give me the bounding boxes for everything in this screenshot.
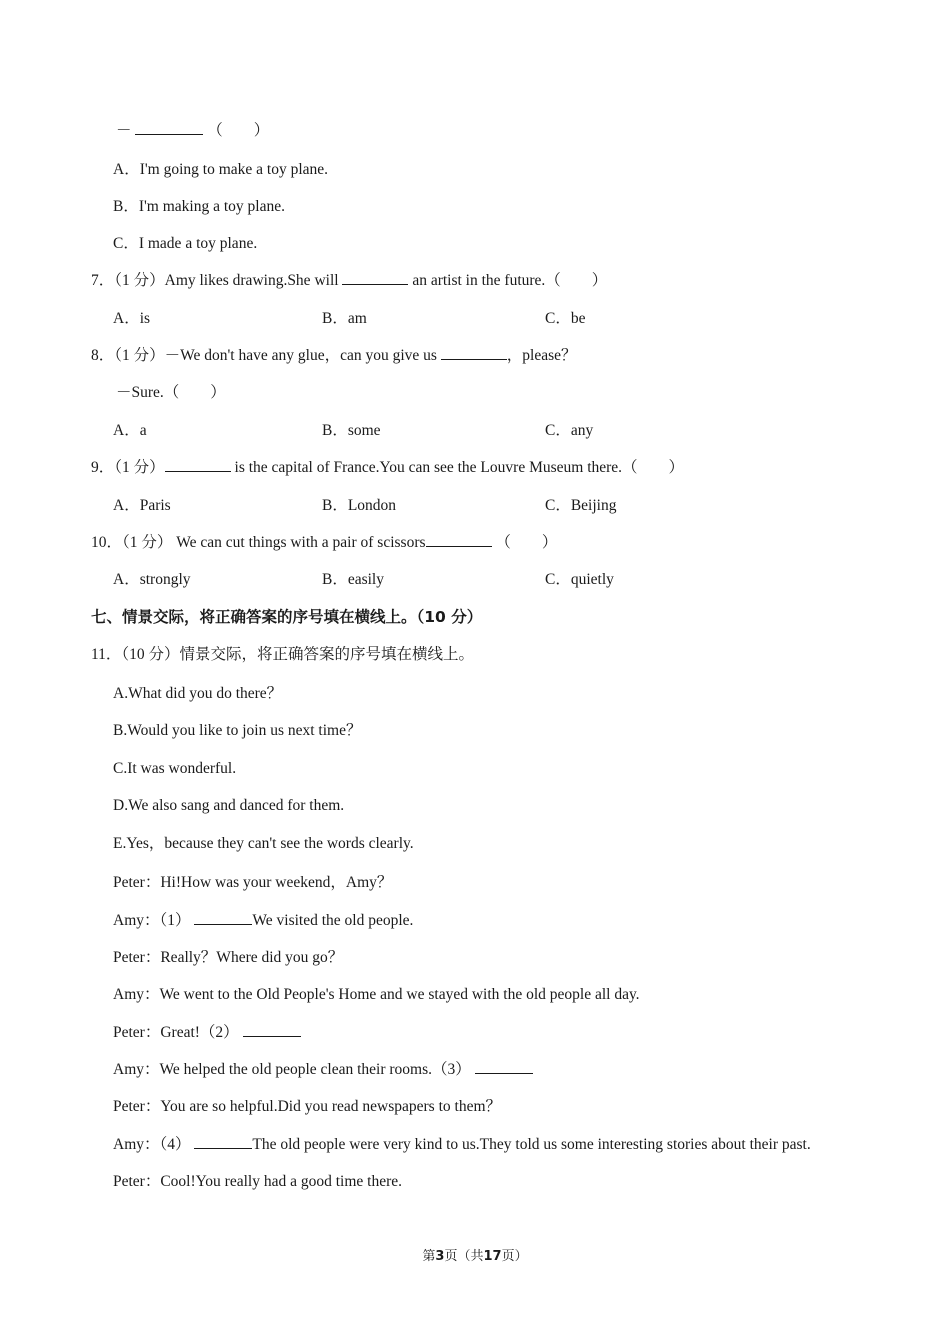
q9-option-c: C．Beijing (545, 497, 617, 514)
choice-b: B.Would you like to join us next time？ (113, 722, 362, 739)
q9-option-a: A．Paris (113, 497, 171, 514)
answer-blank-4[interactable] (194, 1135, 252, 1149)
q10-option-b: B．easily (322, 571, 384, 588)
dialog-line (113, 1135, 811, 1155)
question-text: 10．（1 分） We can cut things with a pair of scissors (91, 534, 426, 551)
dialog-line (113, 1023, 301, 1043)
q6-option-a: A．I'm going to make a toy plane. (113, 161, 329, 178)
q6-option-b: B．I'm making a toy plane. (113, 198, 285, 215)
answer-blank-3[interactable] (475, 1060, 533, 1074)
dialog-line: Amy：We went to the Old People's Home and we stayed with the old people all day. (113, 986, 640, 1003)
question-10 (91, 533, 557, 553)
footer-text: 页） (501, 1249, 528, 1264)
dialog-line: Peter：Cool!You really had a good time there. (113, 1173, 402, 1190)
answer-paren: （ ） (207, 122, 270, 139)
answer-blank[interactable] (165, 458, 231, 472)
dialog-text: Peter：Great!（2） (113, 1024, 239, 1041)
question-text: ，please？ (506, 347, 577, 364)
q7-option-b: B．am (322, 310, 367, 327)
page-total: 17 (483, 1249, 502, 1264)
dialog-text: We visited the old people. (252, 912, 414, 929)
choice-a: A.What did you do there？ (113, 685, 283, 702)
answer-blank[interactable] (426, 533, 492, 547)
dialog-line: Peter：Hi!How was your weekend，Amy？ (113, 874, 393, 891)
question-text: 7．（1 分）Amy likes drawing.She will (91, 272, 339, 289)
q7-option-c: C．be (545, 310, 586, 327)
question-7 (91, 271, 607, 291)
q9-option-b: B．London (322, 497, 397, 514)
dash: － (116, 122, 132, 139)
question-11-stem: 11．（10 分）情景交际，将正确答案的序号填在横线上。 (91, 646, 475, 663)
footer-text: 页（共 (444, 1249, 484, 1264)
q6-answer-line (116, 121, 269, 141)
q8-option-c: C．any (545, 422, 594, 439)
question-text: is the capital of France.You can see the Louvre Museum there.（ ） (234, 459, 685, 476)
question-text: 9．（1 分） (91, 459, 165, 476)
q6-option-c: C．I made a toy plane. (113, 235, 258, 252)
choice-e: E.Yes，because they can't see the words clearly. (113, 835, 414, 852)
answer-blank[interactable] (135, 121, 203, 135)
section-heading: 七、情景交际，将正确答案的序号填在横线上。（10 分） (91, 608, 483, 626)
answer-blank[interactable] (441, 346, 507, 360)
answer-blank-2[interactable] (243, 1023, 301, 1037)
dialog-line (113, 911, 413, 931)
dialog-text: The old people were very kind to us.They told us some interesting stories about their past. (252, 1136, 811, 1153)
choice-d: D.We also sang and danced for them. (113, 797, 345, 814)
answer-blank[interactable] (342, 271, 408, 285)
question-text: an artist in the future.（ ） (412, 272, 608, 289)
question-9 (91, 458, 684, 478)
footer-text: 第 (422, 1249, 436, 1264)
page-footer (0, 1245, 950, 1264)
dialog-text: Amy：（1） (113, 912, 191, 929)
q10-option-c: C．quietly (545, 571, 614, 588)
dialog-line (113, 1060, 533, 1080)
question-text: 8．（1 分）－We don't have any glue，can you give us (91, 347, 437, 364)
q7-option-a: A．is (113, 310, 151, 327)
q8-reply: －Sure.（ ） (116, 384, 226, 401)
choice-c: C.It was wonderful. (113, 760, 237, 777)
dialog-line: Peter：You are so helpful.Did you read newspapers to them？ (113, 1098, 501, 1115)
q10-option-a: A．strongly (113, 571, 191, 588)
dialog-line: Peter：Really？Where did you go？ (113, 949, 344, 966)
question-8 (91, 346, 577, 366)
answer-blank-1[interactable] (194, 911, 252, 925)
page-number: 3 (435, 1249, 445, 1264)
q8-option-a: A．a (113, 422, 147, 439)
dialog-text: Amy：（4） (113, 1136, 191, 1153)
question-text: （ ） (495, 534, 558, 551)
q8-option-b: B．some (322, 422, 381, 439)
dialog-text: Amy：We helped the old people clean their rooms.（3） (113, 1061, 471, 1078)
